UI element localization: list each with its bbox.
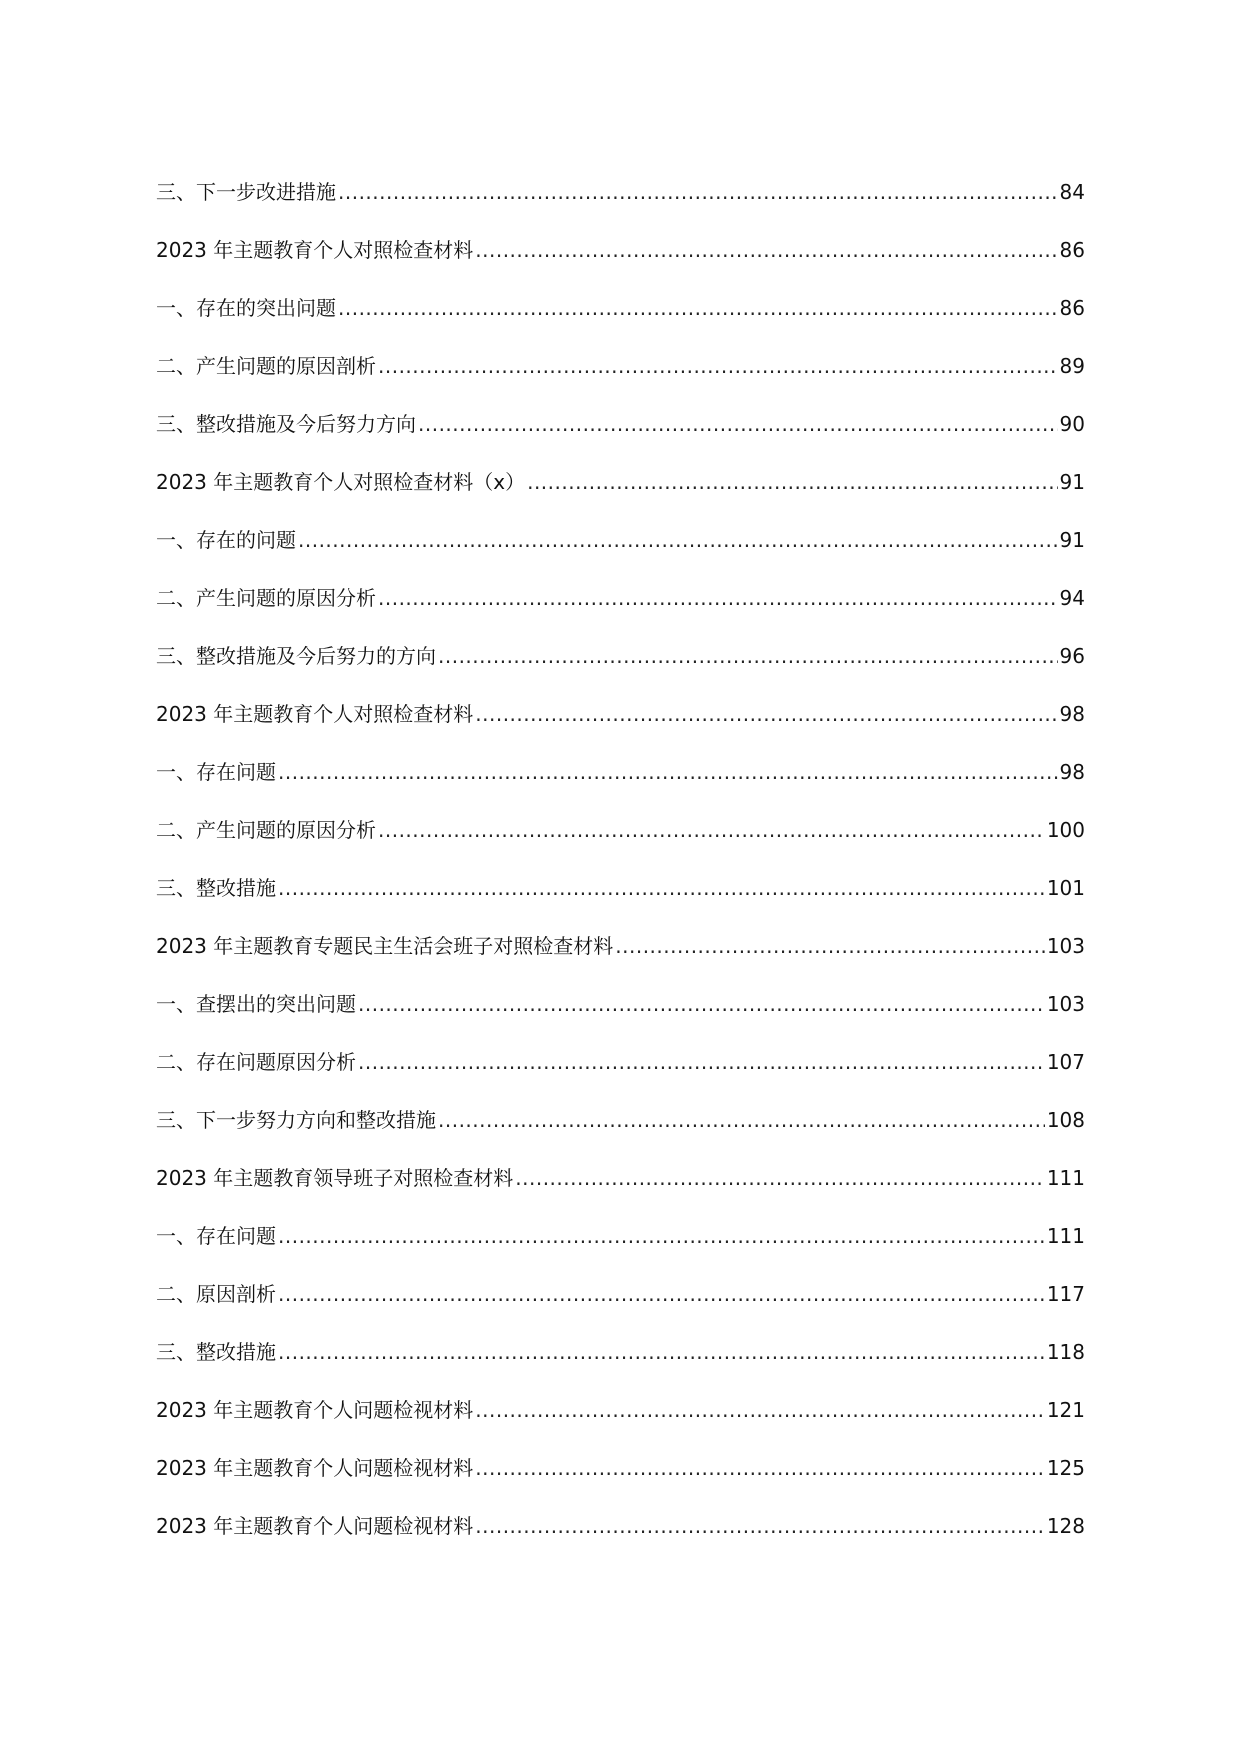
toc-dot-leader [338,180,1058,204]
toc-dot-leader [278,876,1045,900]
toc-entry-page-number: 86 [1059,238,1085,262]
toc-entry[interactable] [156,350,1085,408]
toc-entry-title: 2023 年主题教育专题民主生活会班子对照检查材料 [156,934,614,958]
toc-entry-page-number: 91 [1059,528,1085,552]
toc-entry[interactable] [156,1220,1085,1278]
toc-dot-leader [438,1108,1045,1132]
toc-dot-leader [378,818,1045,842]
toc-entry[interactable] [156,408,1085,466]
toc-entry[interactable] [156,1278,1085,1336]
toc-entry[interactable] [156,292,1085,350]
toc-entry-title: 三、下一步努力方向和整改措施 [156,1108,436,1132]
toc-entry-page-number: 100 [1046,818,1085,842]
toc-dot-leader [278,760,1058,784]
toc-entry-page-number: 111 [1046,1166,1085,1190]
toc-dot-leader [475,1514,1045,1538]
toc-entry[interactable] [156,930,1085,988]
toc-entry[interactable] [156,524,1085,582]
toc-entry[interactable] [156,872,1085,930]
toc-entry-page-number: 101 [1046,876,1085,900]
toc-dot-leader [615,934,1045,958]
toc-entry[interactable] [156,1046,1085,1104]
toc-dot-leader [278,1224,1045,1248]
toc-entry-page-number: 103 [1046,992,1085,1016]
toc-entry-title: 2023 年主题教育个人对照检查材料 [156,702,474,726]
toc-dot-leader [278,1340,1045,1364]
toc-entry-title: 三、整改措施 [156,1340,276,1364]
toc-entry[interactable] [156,1104,1085,1162]
toc-entry[interactable] [156,582,1085,640]
toc-entry[interactable] [156,756,1085,814]
toc-entry-title: 三、下一步改进措施 [156,180,336,204]
toc-dot-leader [527,470,1057,494]
toc-entry-title: 一、存在的问题 [156,528,296,552]
toc-entry-page-number: 94 [1059,586,1085,610]
toc-entry[interactable] [156,1510,1085,1568]
toc-entry-title: 2023 年主题教育个人问题检视材料 [156,1456,474,1480]
toc-dot-leader [378,354,1058,378]
toc-entry-title: 三、整改措施及今后努力的方向 [156,644,436,668]
toc-entry[interactable] [156,234,1085,292]
toc-entry-title: 二、产生问题的原因分析 [156,586,376,610]
toc-entry-page-number: 89 [1059,354,1085,378]
toc-entry-title: 2023 年主题教育个人对照检查材料（x） [156,470,526,494]
toc-entry-page-number: 86 [1059,296,1085,320]
toc-entry-page-number: 98 [1059,760,1085,784]
toc-entry[interactable] [156,176,1085,234]
toc-entry-page-number: 84 [1059,180,1085,204]
toc-dot-leader [358,992,1045,1016]
toc-entry-page-number: 91 [1059,470,1085,494]
toc-dot-leader [358,1050,1045,1074]
toc-dot-leader [475,1398,1045,1422]
table-of-contents [156,176,1085,1568]
toc-entry-title: 二、存在问题原因分析 [156,1050,356,1074]
toc-entry-title: 2023 年主题教育个人问题检视材料 [156,1398,474,1422]
toc-entry-title: 2023 年主题教育个人问题检视材料 [156,1514,474,1538]
toc-entry-title: 三、整改措施 [156,876,276,900]
toc-dot-leader [298,528,1058,552]
toc-entry-page-number: 98 [1059,702,1085,726]
toc-entry[interactable] [156,1162,1085,1220]
toc-entry[interactable] [156,466,1085,524]
toc-entry-page-number: 103 [1046,934,1085,958]
toc-entry-title: 2023 年主题教育个人对照检查材料 [156,238,474,262]
toc-entry[interactable] [156,1336,1085,1394]
toc-entry[interactable] [156,814,1085,872]
toc-entry-page-number: 128 [1046,1514,1085,1538]
toc-entry-page-number: 108 [1046,1108,1085,1132]
toc-entry-title: 二、原因剖析 [156,1282,276,1306]
toc-entry-page-number: 125 [1046,1456,1085,1480]
toc-entry-title: 一、存在问题 [156,1224,276,1248]
toc-dot-leader [515,1166,1045,1190]
toc-dot-leader [475,238,1057,262]
toc-dot-leader [278,1282,1045,1306]
toc-entry-page-number: 117 [1046,1282,1085,1306]
toc-dot-leader [475,702,1057,726]
toc-entry[interactable] [156,640,1085,698]
toc-entry-page-number: 111 [1046,1224,1085,1248]
toc-entry-page-number: 90 [1059,412,1085,436]
toc-entry-title: 二、产生问题的原因分析 [156,818,376,842]
toc-entry[interactable] [156,988,1085,1046]
toc-entry-title: 2023 年主题教育领导班子对照检查材料 [156,1166,514,1190]
toc-entry-title: 一、存在问题 [156,760,276,784]
toc-dot-leader [418,412,1058,436]
toc-entry-title: 一、存在的突出问题 [156,296,336,320]
toc-entry[interactable] [156,698,1085,756]
toc-dot-leader [438,644,1058,668]
toc-dot-leader [378,586,1058,610]
toc-entry[interactable] [156,1394,1085,1452]
toc-entry-title: 二、产生问题的原因剖析 [156,354,376,378]
toc-entry-title: 三、整改措施及今后努力方向 [156,412,416,436]
toc-entry-page-number: 107 [1046,1050,1085,1074]
toc-entry-page-number: 96 [1059,644,1085,668]
toc-entry-page-number: 118 [1046,1340,1085,1364]
toc-entry[interactable] [156,1452,1085,1510]
toc-entry-title: 一、查摆出的突出问题 [156,992,356,1016]
toc-entry-page-number: 121 [1046,1398,1085,1422]
toc-dot-leader [338,296,1058,320]
toc-dot-leader [475,1456,1045,1480]
